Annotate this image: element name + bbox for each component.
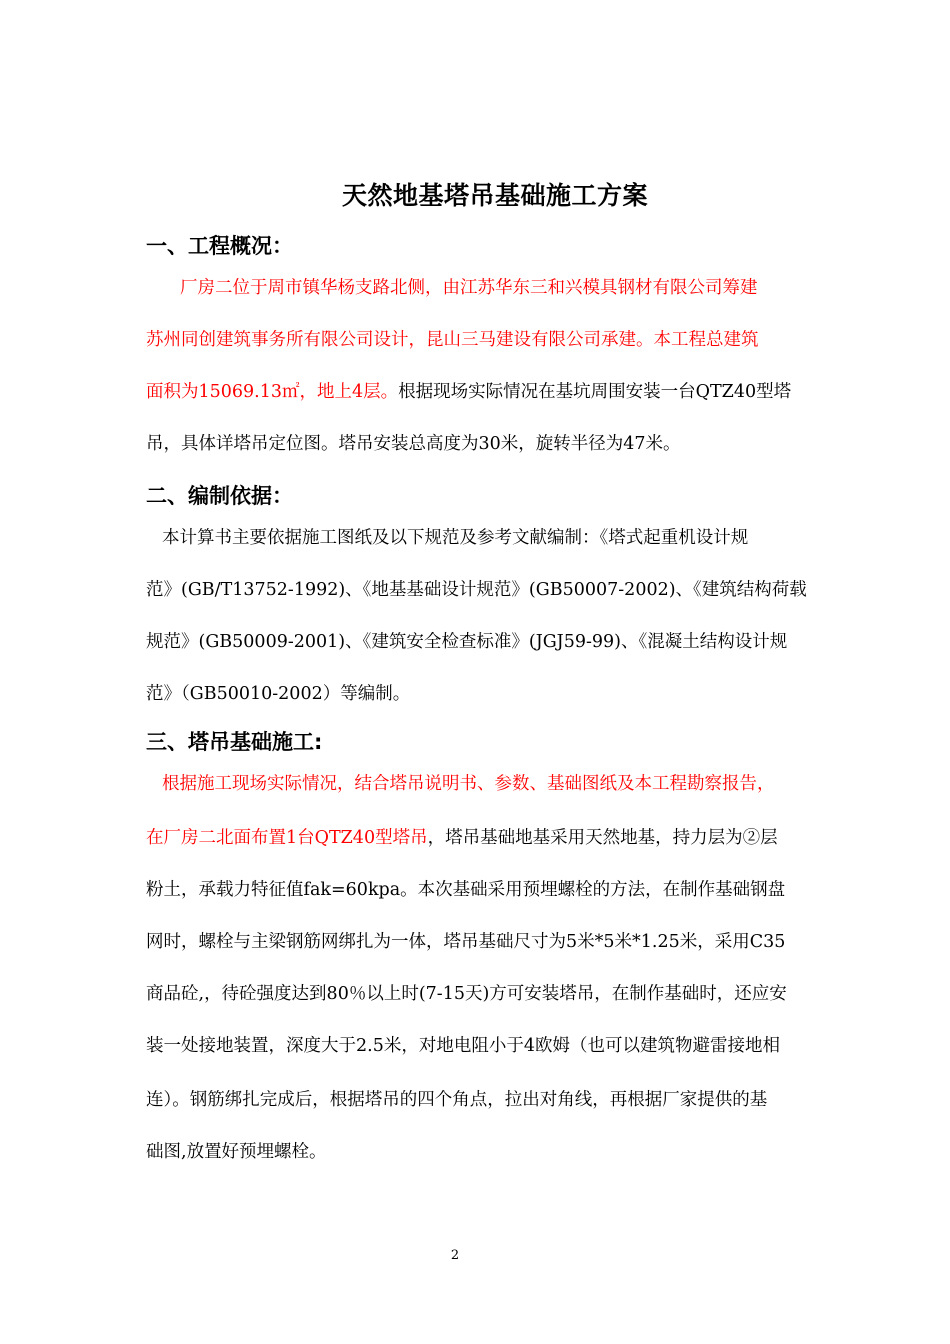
section-heading: 一、工程概况：: [146, 234, 293, 258]
highlighted-text: 面积为15069.13㎡，地上4层。: [146, 382, 399, 402]
body-text: 粉土，承载力特征值fak=60kpa。本次基础采用预埋螺栓的方法，在制作基础钢盘: [146, 880, 786, 900]
body-text: 吊，具体详塔吊定位图。塔吊安装总高度为30米，旋转半径为47米。: [146, 434, 681, 454]
paragraph-line: [146, 578, 807, 602]
paragraph-line: [162, 526, 748, 550]
body-text: ，塔吊基础地基采用天然地基，持力层为②层: [427, 828, 778, 848]
body-text: 范》（GB50010-2002）等编制。: [146, 684, 411, 704]
paragraph-line: [146, 826, 778, 850]
paragraph-line: [146, 630, 787, 654]
paragraph-line: [146, 878, 785, 902]
highlighted-text: 在厂房二北面布置1台QTZ40型塔吊: [146, 828, 428, 848]
paragraph-line: [162, 772, 775, 796]
page-number: 2: [450, 1248, 460, 1263]
body-text: 网时，螺栓与主梁钢筋网绑扎为一体，塔吊基础尺寸为5米*5米*1.25米，采用C35: [146, 932, 786, 952]
body-text: 装一处接地装置，深度大于2.5米，对地电阻小于4欧姆（也可以建筑物避雷接地相: [146, 1036, 780, 1056]
body-text: 规范》(GB50009-2001)、《建筑安全检查标准》(JGJ59-99)、《混凝土结构设计规: [146, 632, 788, 652]
highlighted-text: 厂房二位于周市镇华杨支路北侧，由江苏华东三和兴模具钢材有限公司筹建: [180, 278, 758, 298]
body-text: 础图,放置好预埋螺栓。: [146, 1142, 327, 1162]
paragraph-line: [146, 982, 787, 1006]
body-text: 范》(GB/T13752-1992)、《地基基础设计规范》(GB50007-2002)、《建筑结构荷载: [146, 580, 807, 600]
section-heading: 三、塔吊基础施工:: [146, 730, 323, 754]
paragraph-line: [146, 380, 791, 404]
body-text: 商品砼,，待砼强度达到80％以上时(7-15天)方可安装塔吊，在制作基础时，还应安: [146, 984, 787, 1004]
paragraph-line: [146, 1140, 327, 1164]
section-heading: 二、编制依据：: [146, 484, 293, 508]
highlighted-text: 根据施工现场实际情况，结合塔吊说明书、参数、基础图纸及本工程勘察报告，: [162, 774, 775, 794]
paragraph-line: [146, 930, 785, 954]
body-text: 本计算书主要依据施工图纸及以下规范及参考文献编制：《塔式起重机设计规: [162, 528, 749, 548]
paragraph-line: [146, 328, 759, 352]
document-title: 天然地基塔吊基础施工方案: [341, 181, 648, 210]
paragraph-line: [180, 276, 758, 300]
body-text: 根据现场实际情况在基坑周围安装一台QTZ40型塔: [398, 382, 792, 402]
paragraph-line: [146, 1088, 767, 1112]
body-text: 连）。钢筋绑扎完成后，根据塔吊的四个角点，拉出对角线，再根据厂家提供的基: [146, 1090, 768, 1110]
paragraph-line: [146, 432, 681, 456]
highlighted-text: 苏州同创建筑事务所有限公司设计，昆山三马建设有限公司承建。本工程总建筑: [146, 330, 759, 350]
paragraph-line: [146, 1034, 780, 1058]
paragraph-line: [146, 682, 410, 706]
